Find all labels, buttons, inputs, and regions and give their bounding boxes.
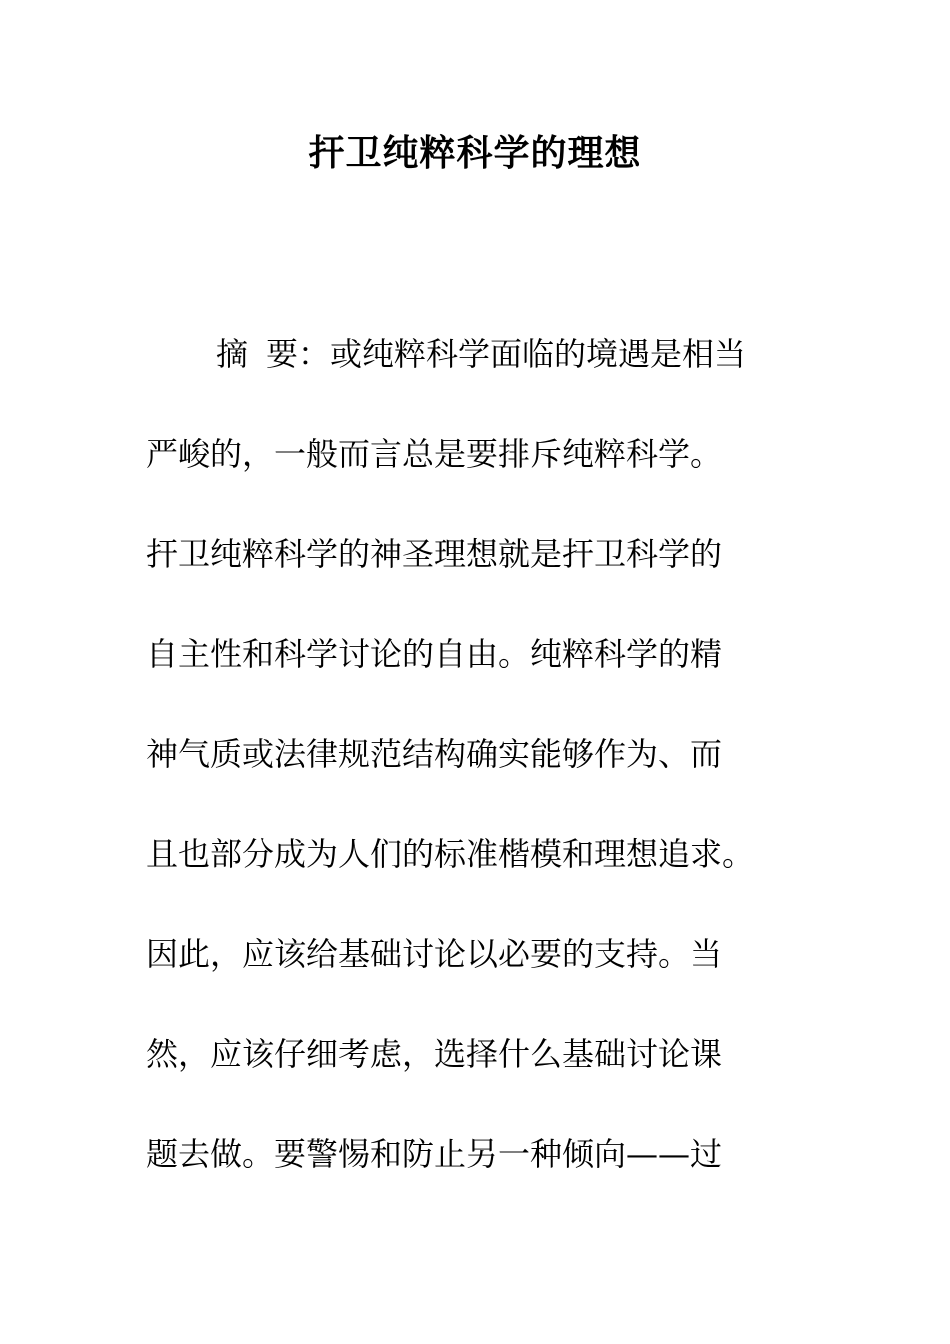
abstract-label-char-2: 要： — [266, 335, 331, 373]
abstract-paragraph — [146, 304, 806, 1204]
abstract-line-9: 题去做。要警惕和防止另一种倾向——过 — [146, 1135, 723, 1173]
abstract-line-4: 自主性和科学讨论的自由。纯粹科学的精 — [146, 635, 723, 673]
abstract-line-2: 严峻的，一般而言总是要排斥纯粹科学。 — [146, 435, 723, 473]
abstract-line-8: 然，应该仔细考虑，选择什么基础讨论课 — [146, 1035, 723, 1073]
abstract-label-char-1: 摘 — [216, 335, 249, 373]
abstract-line-7: 因此，应该给基础讨论以必要的支持。当 — [146, 935, 723, 973]
abstract-line-5: 神气质或法律规范结构确实能够作为、而 — [146, 735, 723, 773]
abstract-line-3: 扞卫纯粹科学的神圣理想就是扞卫科学的 — [146, 535, 723, 573]
abstract-line-1 — [146, 304, 806, 404]
abstract-line-6: 且也部分成为人们的标准楷模和理想追求。 — [146, 835, 755, 873]
abstract-text-line-1: 或纯粹科学面临的境遇是相当 — [330, 335, 747, 373]
document-title: 扞卫纯粹科学的理想 — [308, 133, 642, 174]
